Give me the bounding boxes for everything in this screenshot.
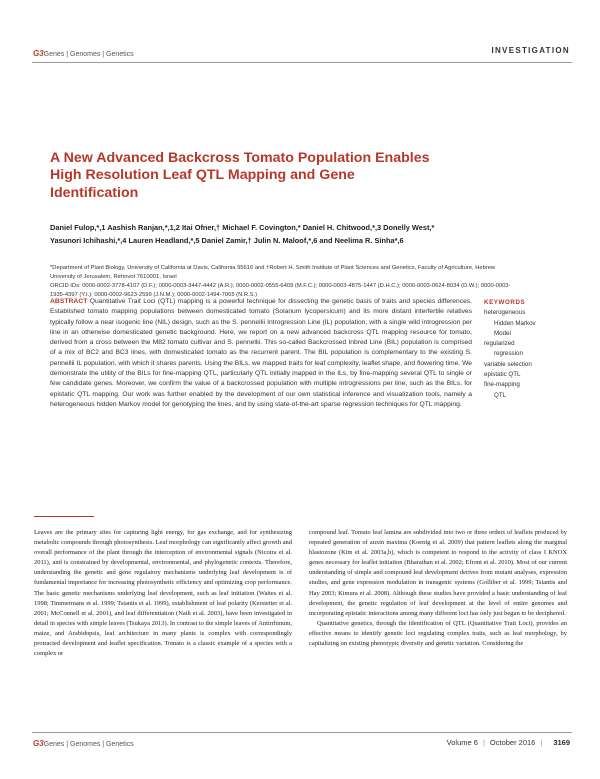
footer-rule xyxy=(32,732,572,733)
g3-logo: G3 xyxy=(33,49,44,58)
affiliations: *Department of Plant Biology, University of California at Davis, California 95616 and †Robert H. Smith Institute of Plant Sciences and Genetics, Faculty of Agriculture, Hebrew University of Jerusalem, Rehovot 7610001, Israel xyxy=(50,265,496,280)
abstract xyxy=(50,297,472,410)
orcid-ids: ORCID IDs: 0000-0002-3778-4107 (D.F.); 0000-0003-3447-4442 (A.R.); 0000-0002-0555-6409 (M.F.C.); 0000-0003-4875-1447 (D.H.C.); 0000-0003-0624-8034 (D.W.); 0000-0003-1935-4397 (Y.I.); 0000-0002-9623-2599 (J.N.M.); 0000-0002-1494-7065 (N.R.S.) xyxy=(50,283,511,299)
keyword: variable selection xyxy=(484,360,532,368)
page-number: 3169 xyxy=(553,738,570,747)
body-paragraph: Leaves are the primary sites for capturing light energy, for gas exchange, and for synthesizing metabolic compounds through photosynthesis. Leaf morphology can significantly affect growth and overall performance of the plant through the interception of environmental signals (Nicotra et al. 2011), and is constrained by developmental, environmental, and phylogenetic contexts. Therefore, understanding the genetic and gene regulatory mechanisms underlying leaf development is of fundamental importance for increasing photosynthetic efficiency and optimizing crop performance. The basic genetic mechanisms underlying leaf development, such as leaf initiation (Waites et al. 1998; Timmermans et al. 1999; Tsiantis et al. 1999), establishment of leaf polarity (Kerstetter et al. 2001; McConnell et al. 2001), and leaf differentiation (Nath et al. 2003), have been investigated in detail in species with simple leaves (Tsukaya 2013). In contrast to the simple leaves of Antirrhinum, maize, and Arabidopsis, leaf architecture in many plants is complex with correspondingly protracted development and leaflet specification. Tomato is a classic example of a species with a complex or xyxy=(34,529,292,658)
body-column-left xyxy=(34,528,292,659)
keyword: epistatic QTL xyxy=(484,371,521,379)
page-info: Volume 6 | October 2016 | 3169 xyxy=(446,738,570,747)
journal-name: Genes | Genomes | Genetics xyxy=(43,741,134,748)
keyword: regression xyxy=(494,350,523,358)
body-paragraph: compound leaf. Tomato leaf lamina are subdivided into two or three orders of leaflets produced by repeated generation of auxin maxima (Koenig et al. 2009) that pattern leaflets along the marginal blastozone (Kim et al. 2003a,b), which is competent to respond to the activity of class I KNOX genes necessary for leaflet initiation (Bharathan et al. 2002; Efroni et al. 2010). Most of our current understanding of simple and compound leaf development derives from mutant analyses, expression studies, and gene expression modulation in transgenic systems (Golliber et al. 1999; Tsiantis and Hay 2003; Kimura et al. 2008). Although these studies have provided a basic understanding of leaf development, the genetic regulation of leaf development at the level of entire genomes and incorporating epistatic interactions among many different loci has only just begun to be deciphered. xyxy=(309,529,567,617)
abstract-label: ABSTRACT xyxy=(50,298,88,305)
keyword: Model xyxy=(494,329,511,337)
issue-date: October 2016 xyxy=(489,738,536,747)
body-start-rule xyxy=(34,516,94,517)
abstract-text: Quantitative Trait Loci (QTL) mapping is a powerful technique for dissecting the genetic basis of traits and species differences. Established tomato mapping populations between domesticated tomato (Solanum lycopersicum) and its more distant interfertile relatives typically follow a near isogenic line (NIL) design, such as the S. pennellii Introgression Line (IL) population, with a single wild introgression per line in an otherwise domesticated genetic background. Here, we report on a new advanced backcross QTL mapping resource for tomato, derived from a cross between the M82 tomato cultivar and S. pennellii. This so-called Backcrossed Inbred Line (BIL) population is comprised of a mix of BC2 and BC3 lines, with domesticated tomato as the recurrent parent. The BIL population is complementary to the existing S. pennellii IL population, with which it shares parents. Using the BILs, we mapped traits for leaf complexity, leaflet shape, and flowering time. We demonstrate the utility of the BILs for fine-mapping QTL, particularly QTL initially mapped in the ILs, by fine-mapping several QTL to single or few candidate genes. Moreover, we confirm the value of a backcrossed population with multiple introgressions per line, such as the BILs, for epistatic QTL mapping. Our work was further enabled by the development of our own statistical inference and visualization tools, namely a heterogeneous hidden Markov model for genotyping the lines, and by using state-of-the-art sparse regression techniques for QTL mapping. xyxy=(50,298,472,408)
keyword: QTL xyxy=(494,391,507,399)
journal-name: Genes | Genomes | Genetics xyxy=(43,51,134,58)
author-list: Daniel Fulop,*,1 Aashish Ranjan,*,1,2 Itai Ofner,† Michael F. Covington,* Daniel H. Chitwood,*,3 Donelly West,* Yasunori Ichihashi,*,4 Lauren Headland,*,5 Daniel Zamir,† Julin N. Maloof,*,6 and Neelima R. Sinha*,6 xyxy=(50,223,435,245)
keyword: fine-mapping xyxy=(484,381,520,389)
keyword: heterogeneous xyxy=(484,309,526,317)
keywords-label: KEYWORDS xyxy=(484,299,526,306)
g3-logo: G3 xyxy=(33,739,44,748)
header-rule xyxy=(32,62,572,63)
keywords-panel xyxy=(484,298,574,401)
article-title: A New Advanced Backcross Tomato Population Enables High Resolution Leaf QTL Mapping and Gene Identification xyxy=(50,150,430,201)
body-column-right xyxy=(309,528,567,649)
body-paragraph: Quantitative genetics, through the identification of QTL (Quantitative Trait Loci), provides an effective means to identify genetic loci regulating complex traits, such as leaf morphology, by capitalizing on existing phenotypic diversity and genetic variation. Considering the xyxy=(309,619,567,648)
section-label: INVESTIGATION xyxy=(491,46,570,55)
keyword: Hidden Markov xyxy=(494,319,536,327)
volume: Volume 6 xyxy=(446,738,478,747)
journal-brand-footer xyxy=(33,739,134,748)
journal-brand-header xyxy=(33,49,134,58)
keyword: regularized xyxy=(484,340,515,348)
